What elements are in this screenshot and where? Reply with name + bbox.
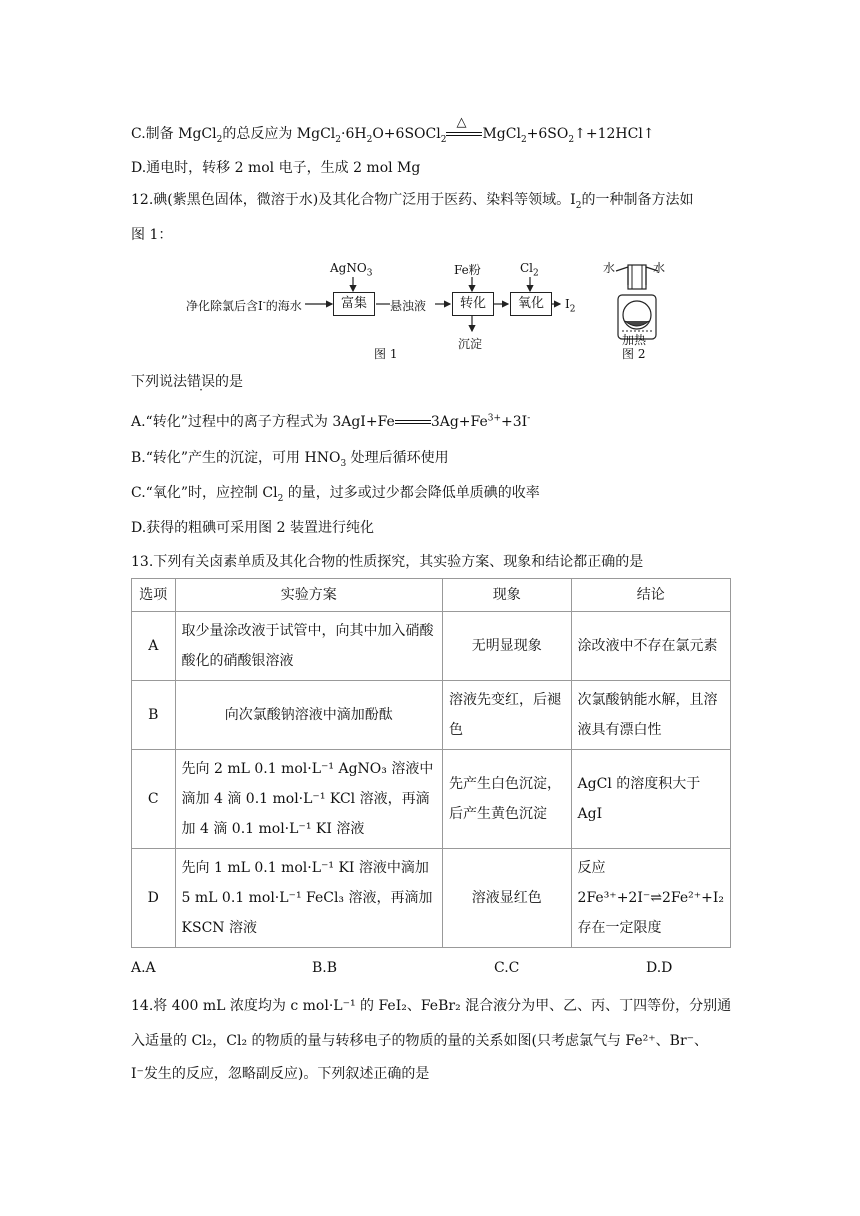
q12-stem-line2: 图 1： bbox=[131, 227, 173, 243]
fig1-reagent3-text: Cl bbox=[520, 261, 534, 275]
row-option: C bbox=[132, 750, 176, 849]
q14-line1: 14.将 400 mL 浓度均为 c mol·L⁻¹ 的 FeI₂、FeBr₂ 混合液分为甲、乙、丙、丁四等份，分别通 bbox=[131, 998, 732, 1014]
row-option: B bbox=[132, 681, 176, 750]
q12-stem-text: 12.碘(紫黑色固体，微溶于水)及其化合物广泛用于医药、染料等领域。I bbox=[131, 192, 576, 208]
q12-option-c: C.“氧化”时，应控制 $Cl_2$ 的量，过多或过少都会降低单质碘的收率 bbox=[131, 485, 540, 504]
fig1-box-enrich: 富集 bbox=[333, 292, 375, 316]
fig1-output-text: I bbox=[565, 297, 570, 311]
q12-optc-tail: 的量，过多或过少都会降低单质碘的收率 bbox=[287, 485, 540, 501]
row-plan: 向次氯酸钠溶液中滴加酚酞 bbox=[175, 681, 442, 750]
fig1-box-oxidize: 氧化 bbox=[510, 292, 552, 316]
q11-optc-text7: ↑+12HCl↑ bbox=[574, 126, 655, 142]
q11-optc-text1: C.制备 MgCl bbox=[131, 126, 217, 142]
q14-line3: I⁻发生的反应，忽略副反应)。下列叙述正确的是 bbox=[131, 1066, 430, 1082]
table-row bbox=[132, 612, 731, 681]
q13-choice-c: C.C bbox=[494, 960, 520, 976]
q12-optb-text: B.“转化”产生的沉淀，可用 HNO bbox=[131, 450, 341, 466]
header-phenomenon: 现象 bbox=[442, 579, 571, 612]
row-phenomenon: 溶液显红色 bbox=[442, 849, 571, 948]
q11-option-d: D.通电时，转移 2 mol 电子，生成 2 mol Mg bbox=[131, 160, 421, 176]
header-option: 选项 bbox=[132, 579, 176, 612]
equals-arrow-heat bbox=[446, 115, 482, 141]
equals-sign-icon bbox=[395, 415, 431, 429]
figure-2-apparatus bbox=[598, 255, 688, 365]
row-plan: 先向 1 mL 0.1 mol·L⁻¹ KI 溶液中滴加 5 mL 0.1 mol·L⁻¹ FeCl₃ 溶液，再滴加 KSCN 溶液 bbox=[175, 849, 442, 948]
row-conclusion: 反应 2Fe³⁺+2I⁻⇌2Fe²⁺+I₂ 存在一定限度 bbox=[571, 849, 730, 948]
fig1-input-sup: - bbox=[262, 298, 266, 308]
q11-option-c: C.制备 MgCl$_2$的总反应为 $MgCl_2\cdot 6H_2O+6SOCl_2$ △ $MgCl_2+6SO_2↑+12HCl↑$ bbox=[131, 115, 655, 145]
q12-ask-emphasis: 错误 bbox=[187, 374, 215, 390]
row-option: D bbox=[132, 849, 176, 948]
fig2-water-left: 水 bbox=[603, 261, 616, 275]
q12-option-a: A.“转化”过程中的离子方程式为 3AgI+Fe $3Ag+Fe^{3+}+3I^-$ bbox=[131, 413, 531, 430]
table-header-row bbox=[132, 579, 731, 612]
q12-ask bbox=[131, 372, 243, 392]
q11-optc-text5: MgCl bbox=[482, 126, 521, 142]
fig1-box-convert: 转化 bbox=[452, 292, 494, 316]
q12-opta-pre: A.“转化”过程中的离子方程式为 3AgI+Fe bbox=[131, 414, 395, 430]
fig1-reagent-agno3: AgNO$_3$ bbox=[330, 261, 373, 279]
row-conclusion: AgCl 的溶度积大于 AgI bbox=[571, 750, 730, 849]
q11-optc-text6: +6SO bbox=[526, 126, 569, 142]
q13-choice-a: A.A bbox=[131, 960, 156, 976]
q12-stem-text2: 的一种制备方法如 bbox=[581, 192, 694, 208]
q12-optb-tail: 处理后循环使用 bbox=[350, 450, 449, 466]
fig1-input-tail: 的海水 bbox=[265, 299, 302, 313]
table-row bbox=[132, 681, 731, 750]
q12-opta-tail: +3I bbox=[501, 414, 528, 430]
row-phenomenon: 先产生白色沉淀，后产生黄色沉淀 bbox=[442, 750, 571, 849]
row-plan: 先向 2 mL 0.1 mol·L⁻¹ AgNO₃ 溶液中滴加 4 滴 0.1 mol·L⁻¹ KCl 溶液，再滴加 4 滴 0.1 mol·L⁻¹ KI 溶液 bbox=[175, 750, 442, 849]
figure-1-flowchart bbox=[180, 255, 600, 365]
q12-opta-sup: 3+ bbox=[487, 413, 502, 424]
header-conclusion: 结论 bbox=[571, 579, 730, 612]
row-phenomenon: 溶液先变红，后褪色 bbox=[442, 681, 571, 750]
q12-option-d: D.获得的粗碘可采用图 2 装置进行纯化 bbox=[131, 520, 374, 536]
q11-optc-text4: O+6SOCl bbox=[372, 126, 441, 142]
q12-optc-text: C.“氧化”时，应控制 Cl bbox=[131, 485, 278, 501]
fig1-precipitate-label: 沉淀 bbox=[458, 337, 483, 351]
heat-condition: △ bbox=[456, 115, 467, 130]
q13-choice-d: D.D bbox=[646, 960, 673, 976]
fig1-reagent1-text: AgNO bbox=[330, 261, 367, 275]
q14-line2: 入适量的 Cl₂，Cl₂ 的物质的量与转移电子的物质的量的关系如图(只考虑氯气与 Fe²⁺、Br⁻、 bbox=[131, 1033, 709, 1049]
q12-ask-post: 的是 bbox=[215, 374, 243, 390]
fig1-caption: 图 1 bbox=[374, 347, 398, 361]
fig1-output-i2: $I_2$ bbox=[565, 297, 576, 315]
row-plan: 取少量涂改液于试管中，向其中加入硝酸酸化的硝酸银溶液 bbox=[175, 612, 442, 681]
header-plan: 实验方案 bbox=[175, 579, 442, 612]
q12-stem-line1: 12.碘(紫黑色固体，微溶于水)及其化合物广泛用于医药、染料等领域。$I_2$的一种制备方法如 bbox=[131, 192, 694, 211]
row-phenomenon: 无明显现象 bbox=[442, 612, 571, 681]
row-conclusion: 涂改液中不存在氯元素 bbox=[571, 612, 730, 681]
q12-option-b: B.“转化”产生的沉淀，可用 $HNO_3$ 处理后循环使用 bbox=[131, 450, 449, 469]
q12-ask-pre: 下列说法 bbox=[131, 374, 187, 390]
fig2-water-right: 水 bbox=[653, 261, 666, 275]
q13-stem: 13.下列有关卤素单质及其化合物的性质探究，其实验方案、现象和结论都正确的是 bbox=[131, 554, 644, 570]
fig2-caption: 图 2 bbox=[622, 347, 646, 361]
fig2-heat-label: 加热 bbox=[622, 333, 647, 347]
q13-table bbox=[131, 578, 731, 948]
table-row bbox=[132, 849, 731, 948]
row-option: A bbox=[132, 612, 176, 681]
q11-optc-text3: ·6H bbox=[341, 126, 367, 142]
fig1-input-text: 净化除氯后含I bbox=[186, 299, 263, 313]
q13-choice-b: B.B bbox=[312, 960, 338, 976]
table-row bbox=[132, 750, 731, 849]
fig1-suspension-label: 悬浊液 bbox=[390, 299, 427, 313]
q12-opta-post: 3Ag+Fe bbox=[430, 414, 488, 430]
row-conclusion: 次氯酸钠能水解，且溶液具有漂白性 bbox=[571, 681, 730, 750]
fig1-reagent-cl2: $Cl_2$ bbox=[520, 261, 539, 279]
fig1-reagent-fe: Fe粉 bbox=[454, 263, 481, 277]
q11-optc-text2: 的总反应为 MgCl bbox=[222, 126, 336, 142]
